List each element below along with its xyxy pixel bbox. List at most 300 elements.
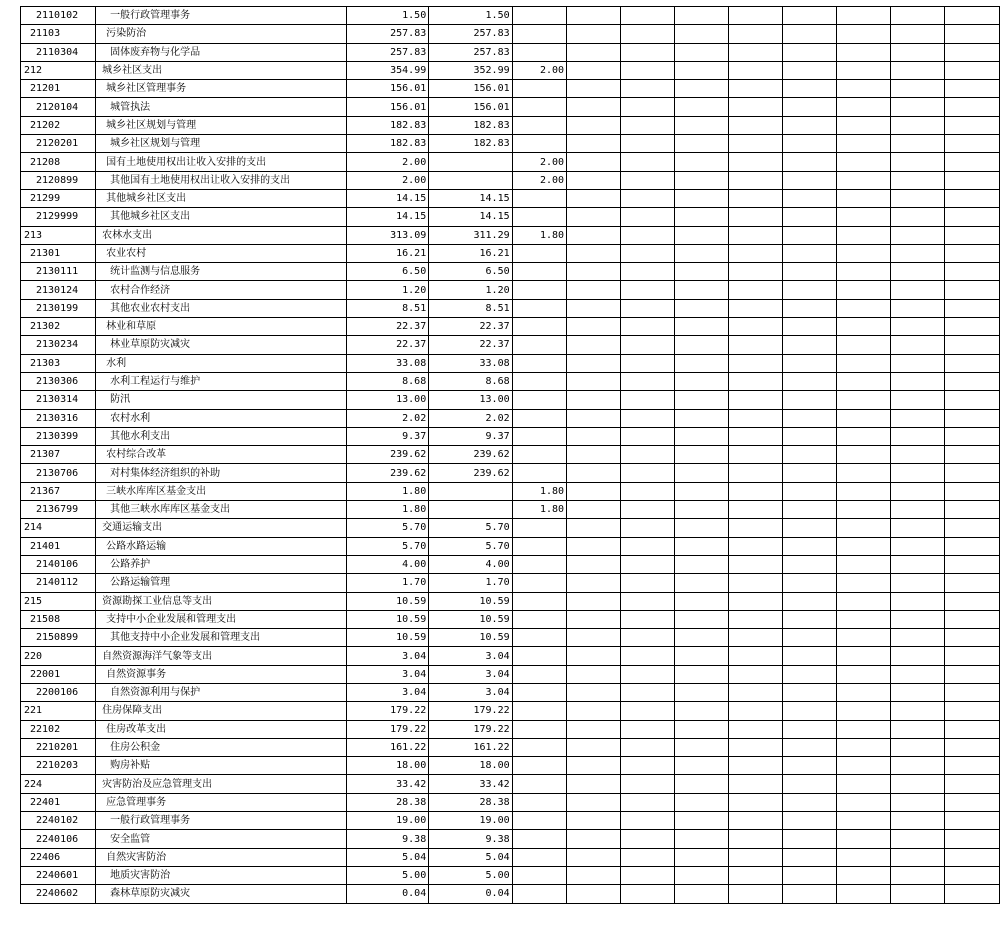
code-cell: 22401 xyxy=(21,793,96,811)
empty-cell xyxy=(621,61,675,79)
empty-cell xyxy=(890,98,944,116)
table-row xyxy=(21,592,1000,610)
project-cell xyxy=(512,647,566,665)
name-cell: 应急管理事务 xyxy=(96,793,347,811)
code-cell: 2150899 xyxy=(21,629,96,647)
empty-cell xyxy=(836,482,890,500)
empty-cell xyxy=(890,208,944,226)
empty-cell xyxy=(621,738,675,756)
empty-cell xyxy=(675,848,729,866)
name-cell: 公路养护 xyxy=(96,555,347,573)
empty-cell xyxy=(675,519,729,537)
empty-cell xyxy=(621,372,675,390)
table-row xyxy=(21,336,1000,354)
basic-cell: 3.04 xyxy=(429,647,512,665)
project-cell xyxy=(512,318,566,336)
code-cell: 2130314 xyxy=(21,391,96,409)
empty-cell xyxy=(944,757,999,775)
basic-cell: 33.42 xyxy=(429,775,512,793)
name-cell: 其他国有土地使用权出让收入安排的支出 xyxy=(96,171,347,189)
total-cell: 16.21 xyxy=(346,244,428,262)
empty-cell xyxy=(944,738,999,756)
project-cell xyxy=(512,629,566,647)
code-cell: 220 xyxy=(21,647,96,665)
empty-cell xyxy=(783,208,837,226)
name-cell: 自然资源海洋气象等支出 xyxy=(96,647,347,665)
empty-cell xyxy=(675,830,729,848)
empty-cell xyxy=(729,25,783,43)
empty-cell xyxy=(944,244,999,262)
table-row xyxy=(21,519,1000,537)
basic-cell: 3.04 xyxy=(429,683,512,701)
empty-cell xyxy=(621,153,675,171)
project-cell xyxy=(512,7,566,25)
empty-cell xyxy=(621,427,675,445)
empty-cell xyxy=(890,43,944,61)
total-cell: 3.04 xyxy=(346,665,428,683)
code-cell: 21201 xyxy=(21,80,96,98)
empty-cell xyxy=(890,25,944,43)
code-cell: 21299 xyxy=(21,189,96,207)
empty-cell xyxy=(890,555,944,573)
empty-cell xyxy=(944,848,999,866)
empty-cell xyxy=(729,519,783,537)
total-cell: 14.15 xyxy=(346,189,428,207)
empty-cell xyxy=(944,537,999,555)
total-cell: 182.83 xyxy=(346,135,428,153)
empty-cell xyxy=(836,592,890,610)
empty-cell xyxy=(567,464,621,482)
name-cell: 自然资源利用与保护 xyxy=(96,683,347,701)
empty-cell xyxy=(729,555,783,573)
empty-cell xyxy=(944,80,999,98)
empty-cell xyxy=(836,116,890,134)
empty-cell xyxy=(890,409,944,427)
empty-cell xyxy=(621,702,675,720)
total-cell: 156.01 xyxy=(346,98,428,116)
empty-cell xyxy=(621,629,675,647)
empty-cell xyxy=(567,153,621,171)
empty-cell xyxy=(836,885,890,903)
name-cell: 城乡社区支出 xyxy=(96,61,347,79)
basic-cell: 16.21 xyxy=(429,244,512,262)
empty-cell xyxy=(836,519,890,537)
empty-cell xyxy=(944,391,999,409)
basic-cell xyxy=(429,501,512,519)
empty-cell xyxy=(890,263,944,281)
basic-cell: 33.08 xyxy=(429,354,512,372)
basic-cell: 28.38 xyxy=(429,793,512,811)
empty-cell xyxy=(944,775,999,793)
basic-cell: 179.22 xyxy=(429,702,512,720)
empty-cell xyxy=(783,464,837,482)
empty-cell xyxy=(890,135,944,153)
project-cell xyxy=(512,391,566,409)
code-cell: 2130234 xyxy=(21,336,96,354)
empty-cell xyxy=(675,318,729,336)
empty-cell xyxy=(783,171,837,189)
empty-cell xyxy=(675,299,729,317)
empty-cell xyxy=(944,263,999,281)
total-cell: 14.15 xyxy=(346,208,428,226)
basic-cell: 8.51 xyxy=(429,299,512,317)
empty-cell xyxy=(675,61,729,79)
name-cell: 其他农业农村支出 xyxy=(96,299,347,317)
empty-cell xyxy=(944,683,999,701)
empty-cell xyxy=(675,135,729,153)
project-cell xyxy=(512,135,566,153)
empty-cell xyxy=(890,519,944,537)
project-cell xyxy=(512,299,566,317)
name-cell: 森林草原防灾减灾 xyxy=(96,885,347,903)
empty-cell xyxy=(783,299,837,317)
project-cell: 1.80 xyxy=(512,226,566,244)
empty-cell xyxy=(675,574,729,592)
empty-cell xyxy=(675,501,729,519)
empty-cell xyxy=(836,43,890,61)
table-row xyxy=(21,171,1000,189)
basic-cell: 9.37 xyxy=(429,427,512,445)
total-cell: 179.22 xyxy=(346,720,428,738)
empty-cell xyxy=(783,738,837,756)
basic-cell: 8.68 xyxy=(429,372,512,390)
empty-cell xyxy=(836,574,890,592)
project-cell xyxy=(512,702,566,720)
empty-cell xyxy=(567,391,621,409)
empty-cell xyxy=(621,501,675,519)
empty-cell xyxy=(621,665,675,683)
empty-cell xyxy=(675,7,729,25)
empty-cell xyxy=(783,793,837,811)
empty-cell xyxy=(567,702,621,720)
total-cell: 354.99 xyxy=(346,61,428,79)
name-cell: 水利 xyxy=(96,354,347,372)
name-cell: 公路水路运输 xyxy=(96,537,347,555)
project-cell xyxy=(512,775,566,793)
empty-cell xyxy=(567,409,621,427)
basic-cell: 18.00 xyxy=(429,757,512,775)
name-cell: 国有土地使用权出让收入安排的支出 xyxy=(96,153,347,171)
total-cell: 1.80 xyxy=(346,482,428,500)
total-cell: 1.50 xyxy=(346,7,428,25)
empty-cell xyxy=(729,738,783,756)
empty-cell xyxy=(836,757,890,775)
empty-cell xyxy=(783,610,837,628)
empty-cell xyxy=(729,281,783,299)
empty-cell xyxy=(890,665,944,683)
empty-cell xyxy=(729,610,783,628)
empty-cell xyxy=(729,665,783,683)
empty-cell xyxy=(944,427,999,445)
empty-cell xyxy=(890,757,944,775)
empty-cell xyxy=(944,519,999,537)
table-row xyxy=(21,244,1000,262)
empty-cell xyxy=(783,683,837,701)
empty-cell xyxy=(567,354,621,372)
name-cell: 城乡社区规划与管理 xyxy=(96,135,347,153)
code-cell: 2140112 xyxy=(21,574,96,592)
project-cell xyxy=(512,208,566,226)
name-cell: 住房保障支出 xyxy=(96,702,347,720)
empty-cell xyxy=(729,244,783,262)
name-cell: 固体废弃物与化学品 xyxy=(96,43,347,61)
empty-cell xyxy=(890,153,944,171)
table-row xyxy=(21,812,1000,830)
empty-cell xyxy=(675,446,729,464)
empty-cell xyxy=(567,629,621,647)
project-cell xyxy=(512,738,566,756)
empty-cell xyxy=(783,812,837,830)
empty-cell xyxy=(944,299,999,317)
code-cell: 21367 xyxy=(21,482,96,500)
empty-cell xyxy=(836,738,890,756)
name-cell: 城乡社区规划与管理 xyxy=(96,116,347,134)
empty-cell xyxy=(890,866,944,884)
project-cell xyxy=(512,189,566,207)
budget-table xyxy=(20,6,1000,904)
table-row xyxy=(21,98,1000,116)
basic-cell: 10.59 xyxy=(429,610,512,628)
empty-cell xyxy=(890,372,944,390)
total-cell: 257.83 xyxy=(346,25,428,43)
empty-cell xyxy=(944,208,999,226)
empty-cell xyxy=(783,153,837,171)
name-cell: 农林水支出 xyxy=(96,226,347,244)
empty-cell xyxy=(783,519,837,537)
code-cell: 21307 xyxy=(21,446,96,464)
empty-cell xyxy=(890,244,944,262)
code-cell: 2240601 xyxy=(21,866,96,884)
code-cell: 2240106 xyxy=(21,830,96,848)
empty-cell xyxy=(675,25,729,43)
total-cell: 0.04 xyxy=(346,885,428,903)
empty-cell xyxy=(783,665,837,683)
project-cell xyxy=(512,574,566,592)
empty-cell xyxy=(621,116,675,134)
empty-cell xyxy=(675,409,729,427)
empty-cell xyxy=(621,318,675,336)
code-cell: 21302 xyxy=(21,318,96,336)
empty-cell xyxy=(729,683,783,701)
basic-cell: 257.83 xyxy=(429,43,512,61)
empty-cell xyxy=(836,610,890,628)
empty-cell xyxy=(729,592,783,610)
empty-cell xyxy=(675,885,729,903)
table-row xyxy=(21,409,1000,427)
empty-cell xyxy=(890,318,944,336)
empty-cell xyxy=(567,683,621,701)
empty-cell xyxy=(944,372,999,390)
empty-cell xyxy=(567,665,621,683)
empty-cell xyxy=(675,116,729,134)
name-cell: 一般行政管理事务 xyxy=(96,7,347,25)
project-cell xyxy=(512,464,566,482)
empty-cell xyxy=(621,354,675,372)
basic-cell: 10.59 xyxy=(429,592,512,610)
total-cell: 2.02 xyxy=(346,409,428,427)
empty-cell xyxy=(621,263,675,281)
empty-cell xyxy=(783,116,837,134)
basic-cell: 239.62 xyxy=(429,446,512,464)
name-cell: 住房公积金 xyxy=(96,738,347,756)
table-row xyxy=(21,318,1000,336)
total-cell: 33.08 xyxy=(346,354,428,372)
empty-cell xyxy=(890,482,944,500)
table-row xyxy=(21,427,1000,445)
empty-cell xyxy=(783,391,837,409)
code-cell: 221 xyxy=(21,702,96,720)
table-row xyxy=(21,372,1000,390)
empty-cell xyxy=(890,61,944,79)
empty-cell xyxy=(783,263,837,281)
project-cell: 2.00 xyxy=(512,153,566,171)
empty-cell xyxy=(836,98,890,116)
empty-cell xyxy=(944,189,999,207)
empty-cell xyxy=(675,665,729,683)
code-cell: 22001 xyxy=(21,665,96,683)
empty-cell xyxy=(944,665,999,683)
code-cell: 2200106 xyxy=(21,683,96,701)
empty-cell xyxy=(729,153,783,171)
basic-cell: 1.70 xyxy=(429,574,512,592)
name-cell: 三峡水库库区基金支出 xyxy=(96,482,347,500)
empty-cell xyxy=(944,866,999,884)
table-row xyxy=(21,226,1000,244)
empty-cell xyxy=(621,757,675,775)
empty-cell xyxy=(944,647,999,665)
empty-cell xyxy=(675,592,729,610)
empty-cell xyxy=(567,830,621,848)
total-cell: 22.37 xyxy=(346,336,428,354)
empty-cell xyxy=(729,208,783,226)
empty-cell xyxy=(567,757,621,775)
empty-cell xyxy=(621,409,675,427)
total-cell: 3.04 xyxy=(346,683,428,701)
empty-cell xyxy=(729,263,783,281)
empty-cell xyxy=(944,61,999,79)
project-cell xyxy=(512,720,566,738)
basic-cell: 0.04 xyxy=(429,885,512,903)
table-row xyxy=(21,446,1000,464)
empty-cell xyxy=(675,427,729,445)
empty-cell xyxy=(567,775,621,793)
empty-cell xyxy=(675,757,729,775)
table-row xyxy=(21,482,1000,500)
empty-cell xyxy=(836,555,890,573)
basic-cell: 182.83 xyxy=(429,116,512,134)
empty-cell xyxy=(944,281,999,299)
empty-cell xyxy=(783,866,837,884)
project-cell xyxy=(512,537,566,555)
empty-cell xyxy=(944,7,999,25)
empty-cell xyxy=(621,80,675,98)
empty-cell xyxy=(729,116,783,134)
empty-cell xyxy=(890,501,944,519)
empty-cell xyxy=(567,446,621,464)
project-cell xyxy=(512,354,566,372)
total-cell: 5.00 xyxy=(346,866,428,884)
empty-cell xyxy=(944,610,999,628)
empty-cell xyxy=(567,25,621,43)
empty-cell xyxy=(675,171,729,189)
empty-cell xyxy=(890,738,944,756)
empty-cell xyxy=(729,318,783,336)
empty-cell xyxy=(783,354,837,372)
project-cell xyxy=(512,244,566,262)
empty-cell xyxy=(729,80,783,98)
table-row xyxy=(21,647,1000,665)
code-cell: 21401 xyxy=(21,537,96,555)
empty-cell xyxy=(729,812,783,830)
empty-cell xyxy=(675,555,729,573)
empty-cell xyxy=(944,720,999,738)
empty-cell xyxy=(729,757,783,775)
total-cell: 182.83 xyxy=(346,116,428,134)
table-row xyxy=(21,208,1000,226)
total-cell: 4.00 xyxy=(346,555,428,573)
empty-cell xyxy=(783,43,837,61)
code-cell: 2130316 xyxy=(21,409,96,427)
empty-cell xyxy=(567,263,621,281)
empty-cell xyxy=(836,208,890,226)
total-cell: 2.00 xyxy=(346,171,428,189)
empty-cell xyxy=(567,61,621,79)
project-cell xyxy=(512,25,566,43)
empty-cell xyxy=(836,336,890,354)
code-cell: 2130706 xyxy=(21,464,96,482)
empty-cell xyxy=(621,775,675,793)
empty-cell xyxy=(890,702,944,720)
empty-cell xyxy=(944,793,999,811)
basic-cell: 5.70 xyxy=(429,519,512,537)
empty-cell xyxy=(783,629,837,647)
name-cell: 对村集体经济组织的补助 xyxy=(96,464,347,482)
empty-cell xyxy=(675,647,729,665)
total-cell: 5.04 xyxy=(346,848,428,866)
empty-cell xyxy=(890,885,944,903)
empty-cell xyxy=(836,153,890,171)
empty-cell xyxy=(944,153,999,171)
project-cell xyxy=(512,793,566,811)
project-cell xyxy=(512,80,566,98)
empty-cell xyxy=(836,171,890,189)
empty-cell xyxy=(621,7,675,25)
empty-cell xyxy=(890,683,944,701)
empty-cell xyxy=(621,98,675,116)
table-row xyxy=(21,135,1000,153)
empty-cell xyxy=(944,885,999,903)
code-cell: 2120104 xyxy=(21,98,96,116)
empty-cell xyxy=(567,318,621,336)
empty-cell xyxy=(675,189,729,207)
table-row xyxy=(21,757,1000,775)
empty-cell xyxy=(675,793,729,811)
empty-cell xyxy=(836,427,890,445)
empty-cell xyxy=(836,501,890,519)
empty-cell xyxy=(729,61,783,79)
code-cell: 213 xyxy=(21,226,96,244)
table-row xyxy=(21,720,1000,738)
empty-cell xyxy=(944,446,999,464)
project-cell xyxy=(512,757,566,775)
empty-cell xyxy=(836,281,890,299)
project-cell xyxy=(512,446,566,464)
project-cell: 1.80 xyxy=(512,501,566,519)
table-row xyxy=(21,299,1000,317)
empty-cell xyxy=(567,866,621,884)
basic-cell: 5.00 xyxy=(429,866,512,884)
empty-cell xyxy=(729,647,783,665)
